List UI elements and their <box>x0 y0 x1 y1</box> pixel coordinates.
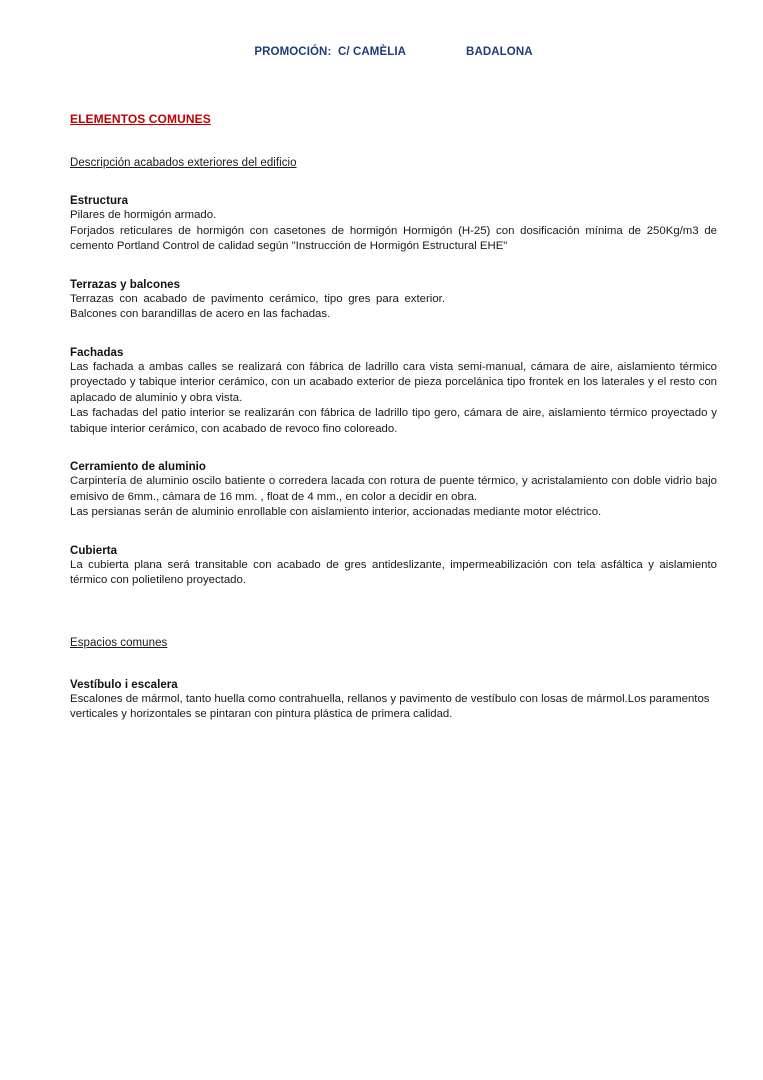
block-fachadas <box>70 347 717 438</box>
paragraph: Las fachada a ambas calles se realizará con fábrica de ladrillo cara vista semi-manual, cámara de aire, aislamiento térmico proyectado y tabique interior cerámico, con un acabado exterior de pieza porcelánica tipo frontek en los laterales y el resto con aplacado de aluminio y obra vista. <box>70 360 717 404</box>
paragraph: Las fachadas del patio interior se realizarán con fábrica de ladrillo tipo gero, cámara de aire, aislamiento térmico proyectado y tabique interior cerámico, con acabado de revoco fino coloreado. <box>70 407 717 435</box>
block-cerramiento-de-aluminio <box>70 461 717 521</box>
paragraph: La cubierta plana será transitable con acabado de gres antideslizante, impermeabilización con tela asfáltica y aislamiento térmico con polietileno proyectado. <box>70 558 717 586</box>
paragraph: Las persianas serán de aluminio enrollable con aislamiento interior, accionadas mediante motor eléctrico. <box>70 506 602 518</box>
block-cubierta <box>70 545 717 589</box>
paragraph: Forjados reticulares de hormigón con casetones de hormigón Hormigón (H-25) con dosificación mínima de 250Kg/m3 de cemento Portland Control de calidad según "Instrucción de Hormigón Estructural EHE" <box>70 224 717 252</box>
header-city-label: BADALONA <box>466 46 533 58</box>
block-estructura <box>70 195 717 255</box>
paragraph: Pilares de hormigón armado. <box>70 209 217 221</box>
block-vestibulo-i-escalera <box>70 679 717 723</box>
page-title: ELEMENTOS COMUNES <box>70 112 211 126</box>
paragraph: Escalones de mármol, tanto huella como contrahuella, rellanos y pavimento de vestíbulo con losas de mármol.Los paramentos verticales y horizontales se pintaran con pintura plástica de primera calidad. <box>70 692 710 720</box>
subsection-heading-exterior: Descripción acabados exteriores del edificio <box>70 157 297 169</box>
paragraph: Carpintería de aluminio oscilo batiente o corredera lacada con rotura de puente térmico, y acristalamiento con doble vidrio bajo emisivo de 6mm., cámara de 16 mm. , float de 4 mm., en color a decidir en obra. <box>70 475 717 503</box>
section-spacer <box>70 589 717 637</box>
header-promotion-label: PROMOCIÓN: C/ CAMÈLIA <box>254 46 407 58</box>
paragraph: Terrazas con acabado de pavimento cerámico, tipo gres para exterior. Balcones con barandillas de acero en las fachadas. <box>70 292 445 320</box>
block-heading: Terrazas y balcones <box>70 278 181 291</box>
page-header <box>70 46 717 58</box>
block-spacer <box>70 649 717 679</box>
block-heading: Vestíbulo i escalera <box>70 678 178 691</box>
subsection-heading-common: Espacios comunes <box>70 636 168 649</box>
block-heading: Cerramiento de aluminio <box>70 461 206 473</box>
block-heading: Fachadas <box>70 346 124 359</box>
block-terrazas-y-balcones <box>70 279 717 323</box>
block-heading: Cubierta <box>70 544 118 557</box>
block-heading: Estructura <box>70 195 129 207</box>
